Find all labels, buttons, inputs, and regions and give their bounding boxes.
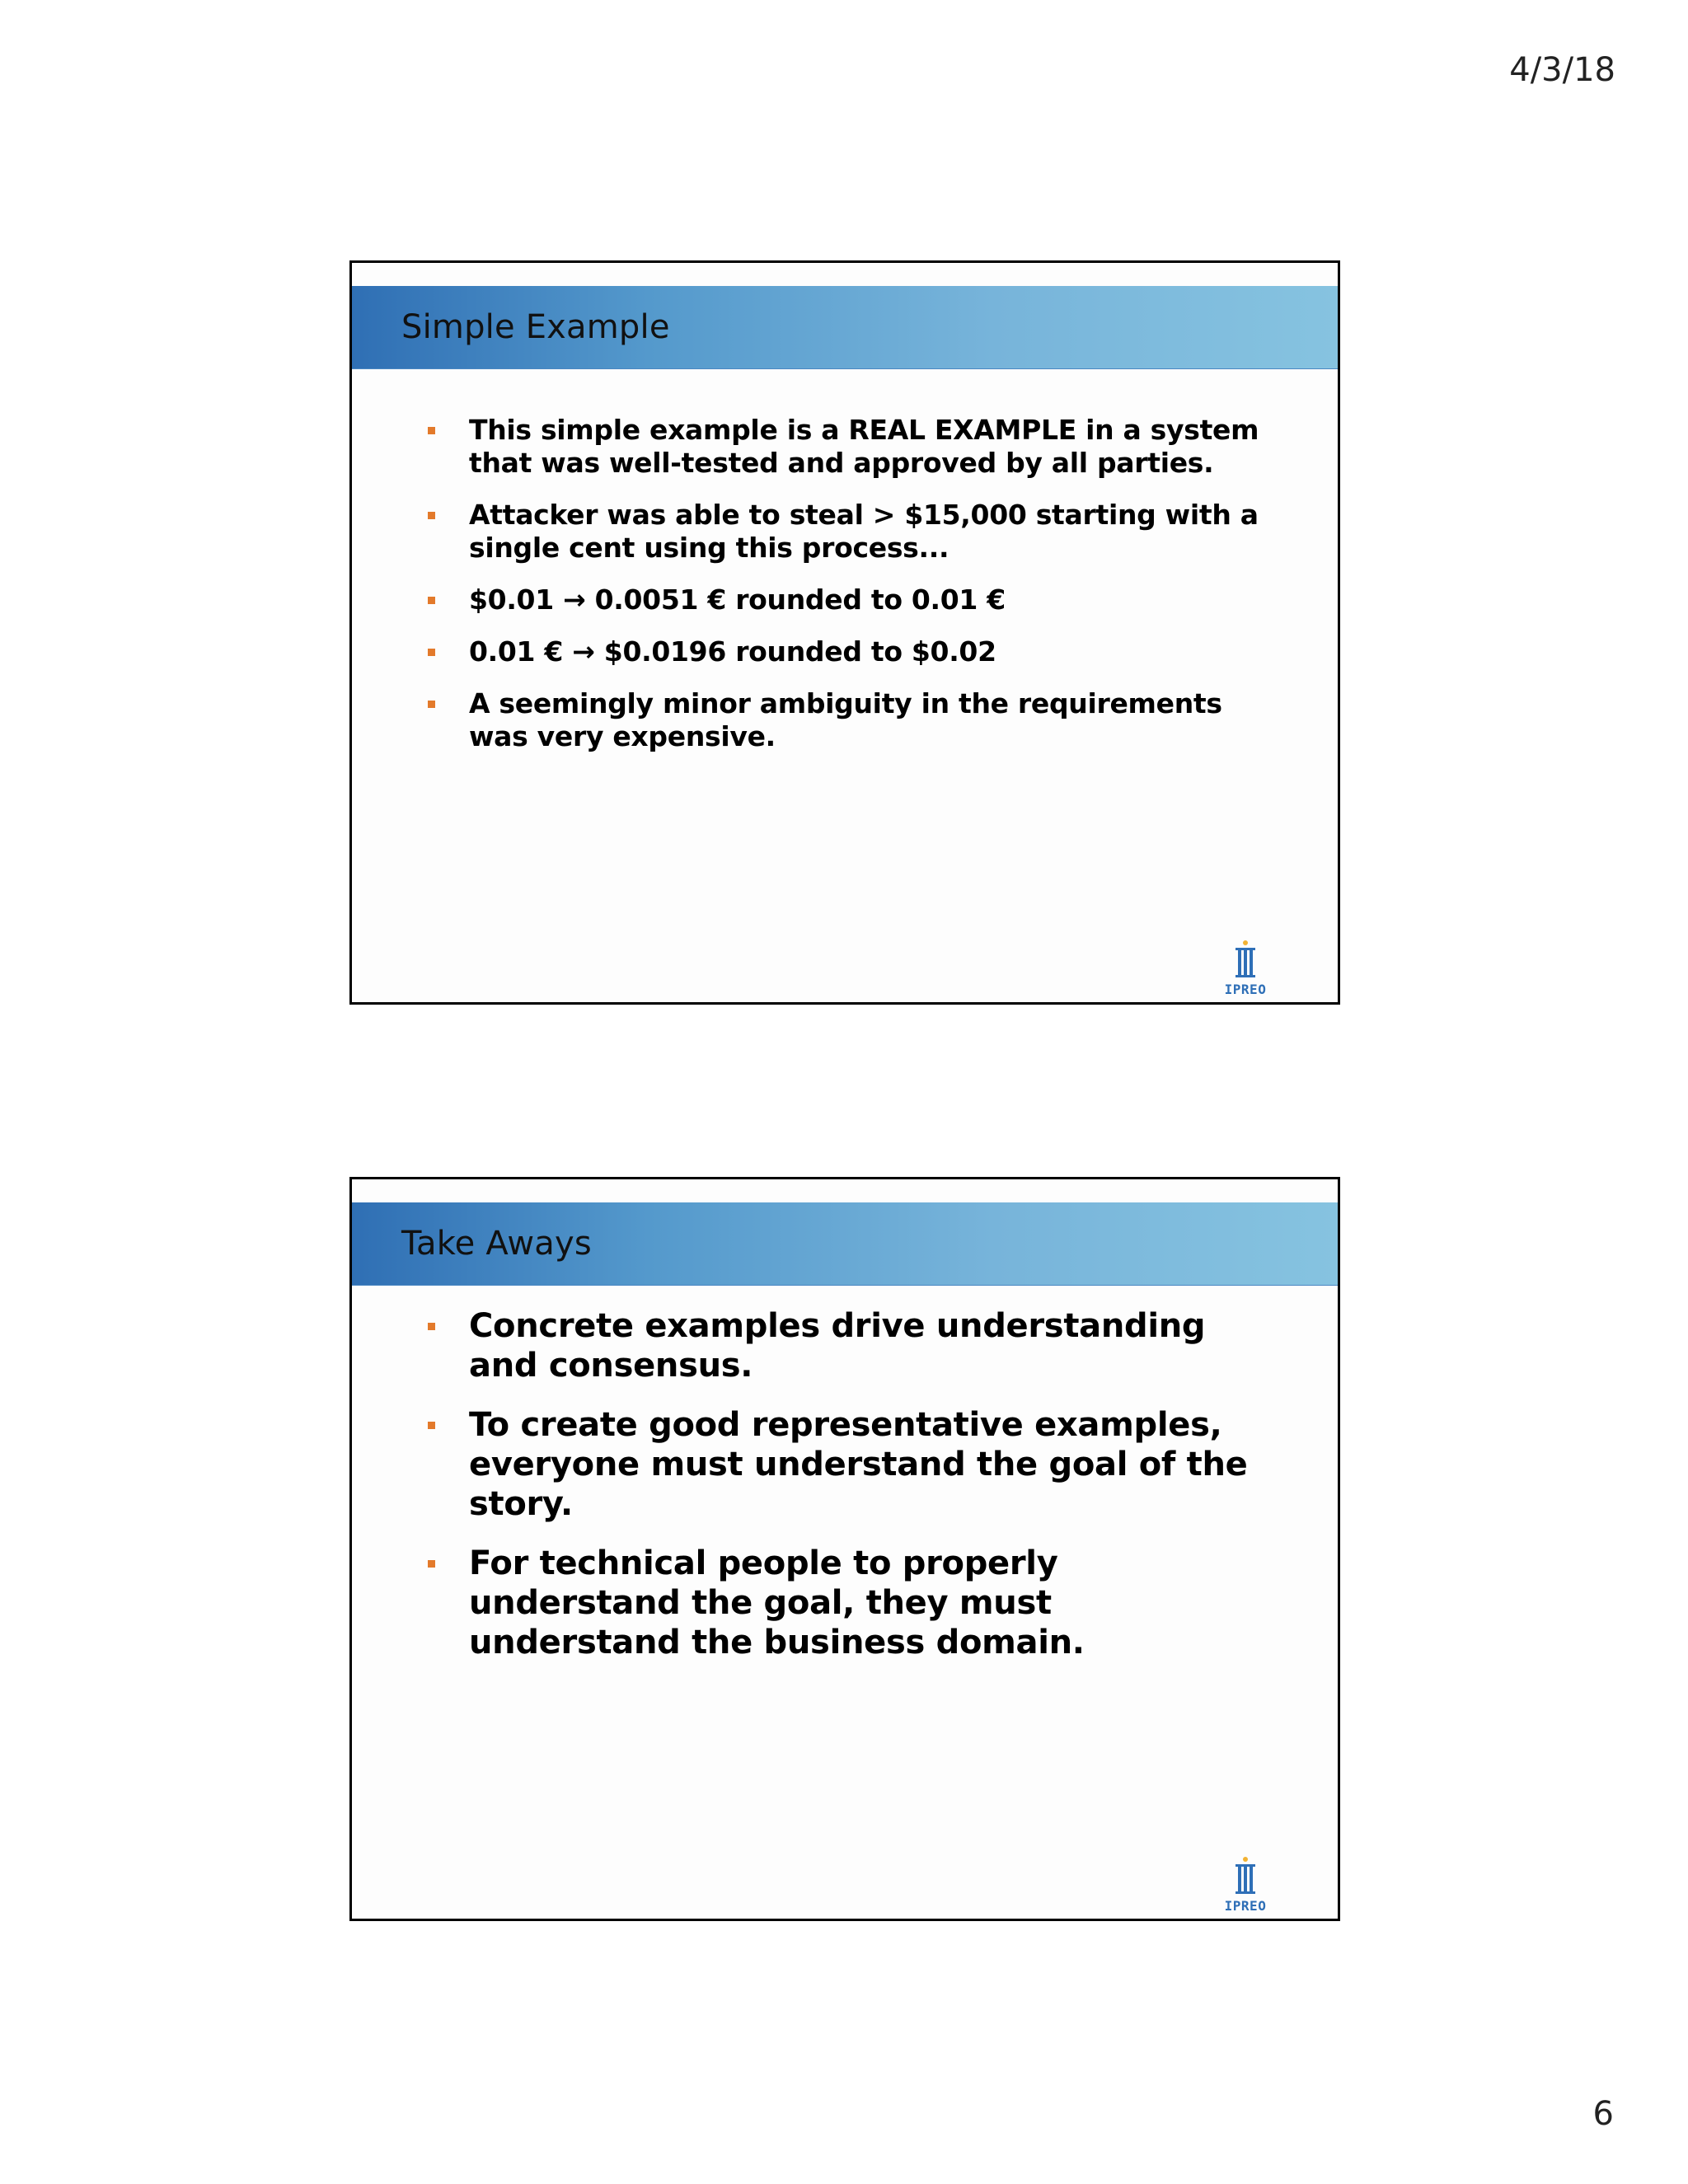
logo-text: IPREO: [1224, 982, 1267, 997]
slide-title: Take Aways: [401, 1225, 592, 1263]
slide-title: Simple Example: [401, 308, 670, 346]
square-bullet-icon: [428, 649, 435, 656]
slide-header: [352, 286, 1338, 369]
slide-header: [352, 1202, 1338, 1286]
square-bullet-icon: [428, 597, 435, 604]
bullet-text: This simple example is a REAL EXAMPLE in a system that was well-tested and approved by all parties.: [469, 414, 1259, 479]
logo-text: IPREO: [1224, 1898, 1267, 1914]
bullet-item: [428, 583, 1272, 616]
square-bullet-icon: [428, 1560, 435, 1568]
columns-logo-icon: [1219, 1856, 1272, 1897]
square-bullet-icon: [428, 427, 435, 434]
square-bullet-icon: [428, 1422, 435, 1429]
bullet-text: Concrete examples drive understanding and consensus.: [469, 1307, 1206, 1385]
bullet-text: Attacker was able to steal > $15,000 starting with a single cent using this process...: [469, 499, 1259, 564]
bullet-list: [428, 414, 1272, 772]
page-number: 6: [1592, 2095, 1614, 2133]
ipreo-logo: [1219, 1856, 1272, 1914]
square-bullet-icon: [428, 701, 435, 708]
columns-logo-icon: [1219, 940, 1272, 981]
slide-take-aways: [349, 1177, 1340, 1921]
bullet-item: [428, 1306, 1272, 1385]
bullet-item: [428, 635, 1272, 668]
square-bullet-icon: [428, 512, 435, 519]
bullet-text: To create good representative examples, everyone must understand the goal of the story.: [469, 1406, 1248, 1523]
bullet-item: [428, 1405, 1272, 1524]
bullet-text: A seemingly minor ambiguity in the requirements was very expensive.: [469, 687, 1222, 752]
bullet-item: [428, 414, 1272, 480]
bullet-text: For technical people to properly understand the goal, they must understand the business domain.: [469, 1544, 1085, 1661]
slide-simple-example: [349, 260, 1340, 1005]
square-bullet-icon: [428, 1323, 435, 1330]
bullet-list: [428, 1306, 1272, 1682]
bullet-item: [428, 1544, 1272, 1662]
bullet-text: 0.01 € → $0.0196 rounded to $0.02: [469, 635, 996, 668]
bullet-text: $0.01 → 0.0051 € rounded to 0.01 €: [469, 583, 1006, 616]
bullet-item: [428, 499, 1272, 565]
page-date: 4/3/18: [1509, 51, 1615, 89]
ipreo-logo: [1219, 940, 1272, 997]
bullet-item: [428, 687, 1272, 753]
